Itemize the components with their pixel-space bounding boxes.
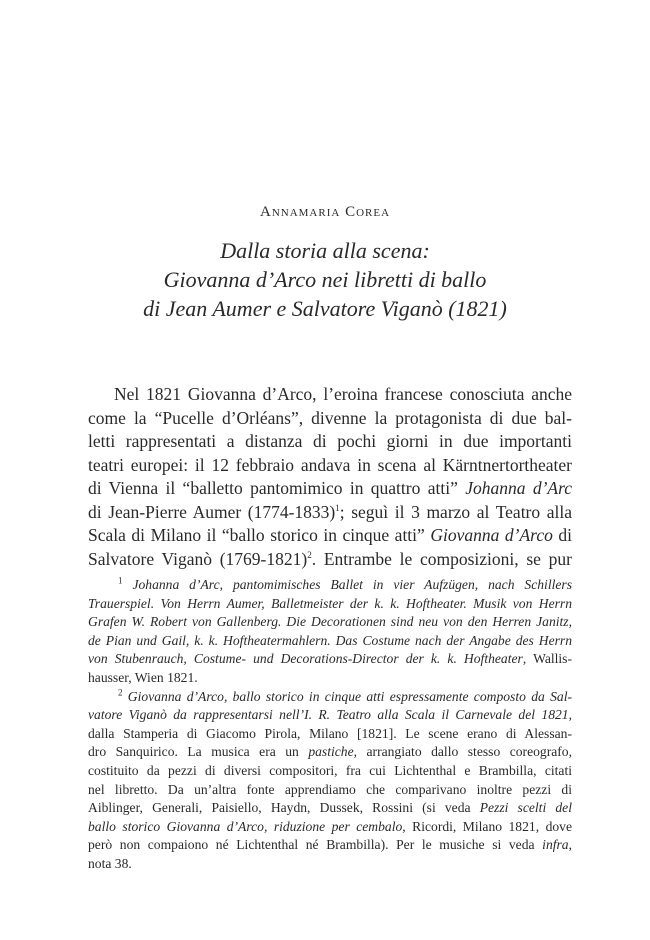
footnote-line: dalla Stamperia di Giacomo Pirola, Milano [1821]. Le scene erano di Alessan- (88, 725, 572, 741)
footnote-line: nel libretto. Da un’altra fonte apprendiamo che comparivano inoltre pezzi di (88, 781, 572, 797)
body-line: di Vienna il “balletto pantomimico in quattro atti” Johanna d’Arc (88, 478, 573, 498)
footnote-line: $^1$ Johanna d’Arc, pantomimisches Ballet in vier Aufzügen, nach Schillers (118, 575, 573, 592)
footnote-number: 1 (118, 575, 123, 586)
footnote-line: $^2$ Giovanna d’Arco, ballo storico in cinque atti espressamente composto da Sal- (118, 687, 572, 704)
footnote-line: dro Sanquirico. La musica era un pastiche, arrangiato dallo stesso coreografo, (88, 744, 572, 760)
footnote-line: Aiblinger, Generali, Paisiello, Haydn, Dussek, Rossini (si veda Pezzi scelti del (88, 800, 572, 816)
body-line: teatri europei: il 12 febbraio andava in scena al Kärntnertortheater (88, 454, 572, 475)
footnote-line: Trauerspiel. Von Herrn Aumer, Balletmeister der k. k. Hoftheater. Musik von Herrn (88, 595, 572, 611)
footnote-line: però non compaiono né Lichtenthal né Brambilla). Per le musiche si veda infra, (88, 837, 573, 853)
work-title: Johanna d’Arc (465, 478, 573, 498)
footnote-line: hausser, Wien 1821. (88, 669, 198, 685)
body-line: Nel 1821 Giovanna d’Arco, l’eroina francese conosciuta anche (114, 384, 572, 404)
body-line: come la “Pucelle d’Orléans”, divenne la protagonista di due bal- (88, 407, 572, 428)
title-line-1: Dalla storia alla scena: (220, 238, 430, 263)
footnote-line: de Pian und Gail, k. k. Hoftheatermahlern. Das Costume nach der Angabe des Herrn (88, 632, 572, 648)
chapter-title (0, 236, 650, 323)
footnote-ref: 1 (335, 502, 340, 513)
footnote-number: 2 (118, 687, 123, 698)
body-line: di Jean-Pierre Aumer (1774-1833)$^1$; seguì il 3 marzo al Teatro alla (88, 501, 572, 522)
chapter-author: Annamaria Corea (259, 204, 391, 220)
body-line: Salvatore Viganò (1769-1821)$^2$. Entrambe le composizioni, se pur (88, 548, 572, 569)
footnote-line: Grafen W. Robert von Gallenberg. Die Decorationen sind neu von den Herren Janitz, (88, 614, 572, 630)
footnote-line: costituito da pezzi di diversi compositori, fra cui Lichtenthal e Brambilla, citati (88, 762, 572, 778)
body-paragraph (88, 383, 572, 571)
body-line: Scala di Milano il “ballo storico in cinque atti” Giovanna d’Arco di (88, 525, 572, 545)
footnote-ref: 2 (307, 549, 312, 560)
footnote-line: ballo storico Giovanna d’Arco, riduzione per cembalo, Ricordi, Milano 1821, dove (88, 818, 572, 834)
title-line-2: Giovanna d’Arco nei libretti di ballo (163, 267, 487, 292)
body-line: letti rappresentati a distanza di pochi giorni in due importanti (88, 431, 572, 451)
footnote-line: nota 38. (88, 855, 132, 871)
title-line-3: di Jean Aumer e Salvatore Viganò (1821) (143, 296, 507, 321)
footnotes (88, 576, 572, 874)
footnote-line: vatore Viganò da rappresentarsi nell’I. R. Teatro alla Scala il Carnevale del 1821, (88, 707, 572, 723)
work-title: Giovanna d’Arco (430, 525, 553, 545)
footnote-line: von Stubenrauch, Costume- und Decorations-Director der k. k. Hoftheater, Wallis- (88, 651, 573, 667)
